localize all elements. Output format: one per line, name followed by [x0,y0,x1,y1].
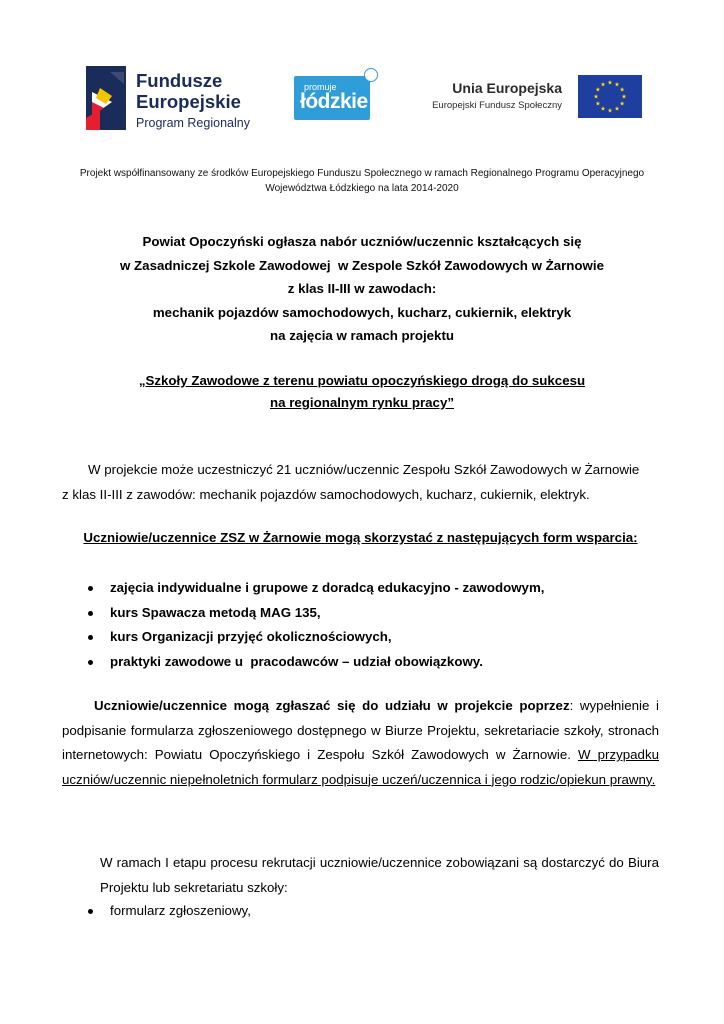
unia-europejska-logo [428,70,648,126]
fundusze-europejskie-logo [82,58,282,138]
eu-flag-icon [578,75,642,118]
eligibility-line-1: W projekcie może uczestniczyć 21 uczniów/uczennic Zespołu Szkół Zawodowych w Żarnowie [88,462,640,477]
funding-note-line-2: Województwa Łódzkiego na lata 2014-2020 [265,183,459,194]
application-minors-note: W przypadku uczniów/uczennic niepełnoletnich formularz podpisuje uczeń/uczennica i jego rodzic/opiekun prawny. [62,747,659,787]
fe-line-2: Europejskie [136,91,241,112]
support-item-text: kurs Organizacji przyjęć okolicznościowych, [110,629,392,644]
bullet-icon [88,586,93,591]
eligibility-paragraph [62,458,659,507]
application-paragraph [62,694,659,792]
fundusze-europejskie-mark-icon [82,58,130,138]
lodzkie-label: łódzkie [300,90,368,113]
list-item [62,899,659,924]
lodzkie-symbol-icon [364,68,378,82]
logo-strip [0,0,724,150]
list-item [62,576,659,601]
bullet-icon [88,635,93,640]
project-title [60,370,664,414]
documents-list [62,899,659,924]
fundusze-europejskie-wordmark [136,70,250,130]
bullet-icon [88,611,93,616]
application-body: wypełnienie i podpisanie formularza zgłoszeniowego dostępnego w Biurze Projektu, sekretariacie szkoły, stronach internetowych: Powiatu Opoczyńskiego i Zespołu Szkół Zawodowych w Żarnowie. [62,698,659,762]
application-lead: Uczniowie/uczennice mogą zgłaszać się do udziału w projekcie poprzez [94,698,570,713]
fe-line-3: Program Regionalny [136,116,250,130]
support-item-text: kurs Spawacza metodą MAG 135, [110,604,321,620]
project-title-line-1: „Szkoły Zawodowe z terenu powiatu opoczyńskiego drogą do sukcesu [138,373,586,388]
recruitment-paragraph [62,851,659,900]
fe-line-1: Fundusze [136,70,223,91]
eligibility-line-2: z klas II-III z zawodów: mechanik pojazdów samochodowych, kucharz, cukiernik, elektryk. [62,486,590,502]
bullet-icon [88,909,93,914]
support-item-text: zajęcia indywidualne i grupowe z doradcą edukacyjno - zawodowym, [110,580,545,595]
headline-line-2: w Zasadniczej Szkole Zawodowej w Zespole Szkół Zawodowych w Żarnowie [120,257,604,273]
promuje-lodzkie-logo [290,68,386,124]
bullet-icon [88,660,93,665]
funding-note [60,166,664,196]
support-list [62,576,659,674]
ue-line-1: Unia Europejska [452,80,562,96]
list-item [62,625,659,650]
headline-line-1: Powiat Opoczyński ogłasza nabór uczniów/uczennic kształcących się [142,234,582,249]
funding-note-line-1: Projekt współfinansowany ze środków Europejskiego Funduszu Społecznego w ramach Regionalnego Programu Operacyjnego [79,168,645,179]
recruitment-text: W ramach I etapu procesu rekrutacji uczniowie/uczennice zobowiązani są dostarczyć do Biura Projektu lub sekretariatu szkoły: [100,855,659,895]
project-title-line-2: na regionalnym rynku pracy” [269,395,454,410]
announcement-headline [60,230,664,348]
ue-line-2: Europejski Fundusz Społeczny [432,100,562,111]
document-item-text: formularz zgłoszeniowy, [110,903,251,918]
headline-line-4: mechanik pojazdów samochodowych, kucharz, cukiernik, elektryk [152,304,572,320]
application-colon: : [569,698,574,713]
headline-line-5: na zajęcia w ramach projektu [269,328,454,343]
list-item [62,601,659,626]
support-item-text: praktyki zawodowe u pracodawców – udział obowiązkowy. [110,653,483,669]
support-heading: Uczniowie/uczennice ZSZ w Żarnowie mogą skorzystać z następujących form wsparcia: [83,530,638,545]
promuje-label: promuje [304,82,337,92]
headline-line-3: z klas II-III w zawodach: [287,281,437,296]
list-item [62,650,659,675]
